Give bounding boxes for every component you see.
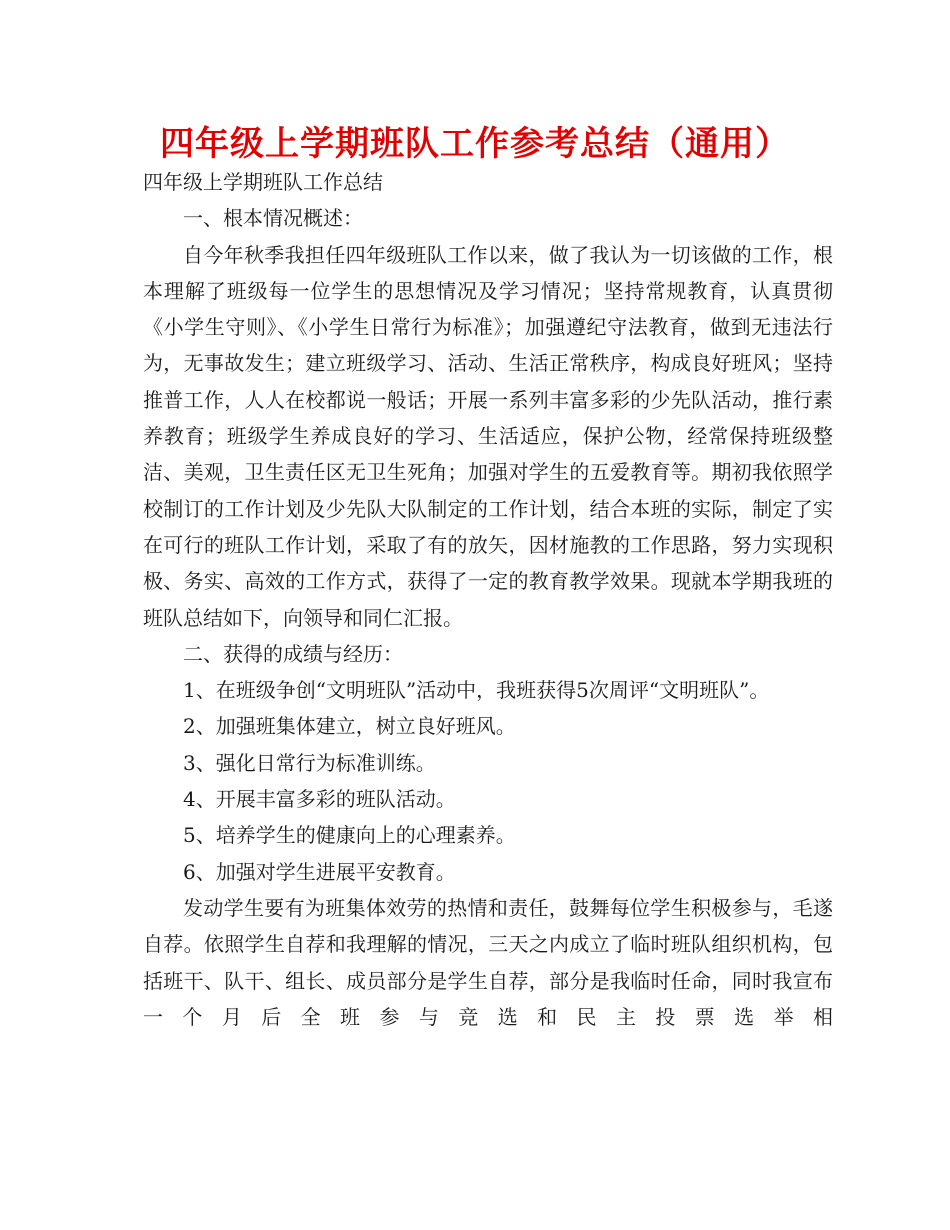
section-heading-achievements: 二、获得的成绩与经历： xyxy=(183,641,403,666)
document-subtitle: 四年级上学期班队工作总结 xyxy=(143,170,383,194)
list-item: 3、强化日常行为标准训练。 xyxy=(183,750,436,775)
list-item: 4、开展丰富多彩的班队活动。 xyxy=(183,787,456,812)
paragraph-basic-situation: 自今年秋季我担任四年级班队工作以来，做了我认为一切该做的工作，根本理解了班级每一位学生的思想情况及学习情况；坚持常规教育，认真贯彻《小学生守则》、《小学生日常行为标准》；加强遵纪守法教育，做到无违法行为，无事故发生；建立班级学习、活动、生活正常秩序，构成良好班风；坚持推普工作，人人在校都说一般话；开展一系列丰富多彩的少先队活动，推行素养教育；班级学生养成良好的学习、生活适应，保护公物，经常保持班级整洁、美观，卫生责任区无卫生死角；加强对学生的五爱教育等。期初我依照学校制订的工作计划及少先队大队制定的工作计划，结合本班的实际，制定了实在可行的班队工作计划，采取了有的放矢，因材施教的工作思路，努力实现积极、务实、高效的工作方式，获得了一定的教育教学效果。现就本学期我班的班队总结如下，向领导和同仁汇报。 xyxy=(143,242,833,630)
section-heading-basic-situation: 一、根本情况概述： xyxy=(183,206,363,231)
list-item: 1、在班级争创“文明班队”活动中，我班获得5次周评“文明班队”。 xyxy=(183,678,770,703)
list-item: 6、加强对学生进展平安教育。 xyxy=(183,859,456,884)
list-item: 2、加强班集体建立，树立良好班风。 xyxy=(183,714,516,739)
document-title: 四年级上学期班队工作参考总结（通用） xyxy=(160,124,790,164)
paragraph-class-organization: 发动学生要有为班集体效劳的热情和责任，鼓舞每位学生积极参与，毛遂自荐。依照学生自荐和我理解的情况，三天之内成立了临时班队组织机构，包括班干、队干、组长、成员部分是学生自荐，部分是我临时任命，同时我宣布一个月后全班参与竞选和民主投票选举相 xyxy=(143,895,833,1029)
list-item: 5、培养学生的健康向上的心理素养。 xyxy=(183,823,516,848)
document-body xyxy=(143,164,833,1035)
